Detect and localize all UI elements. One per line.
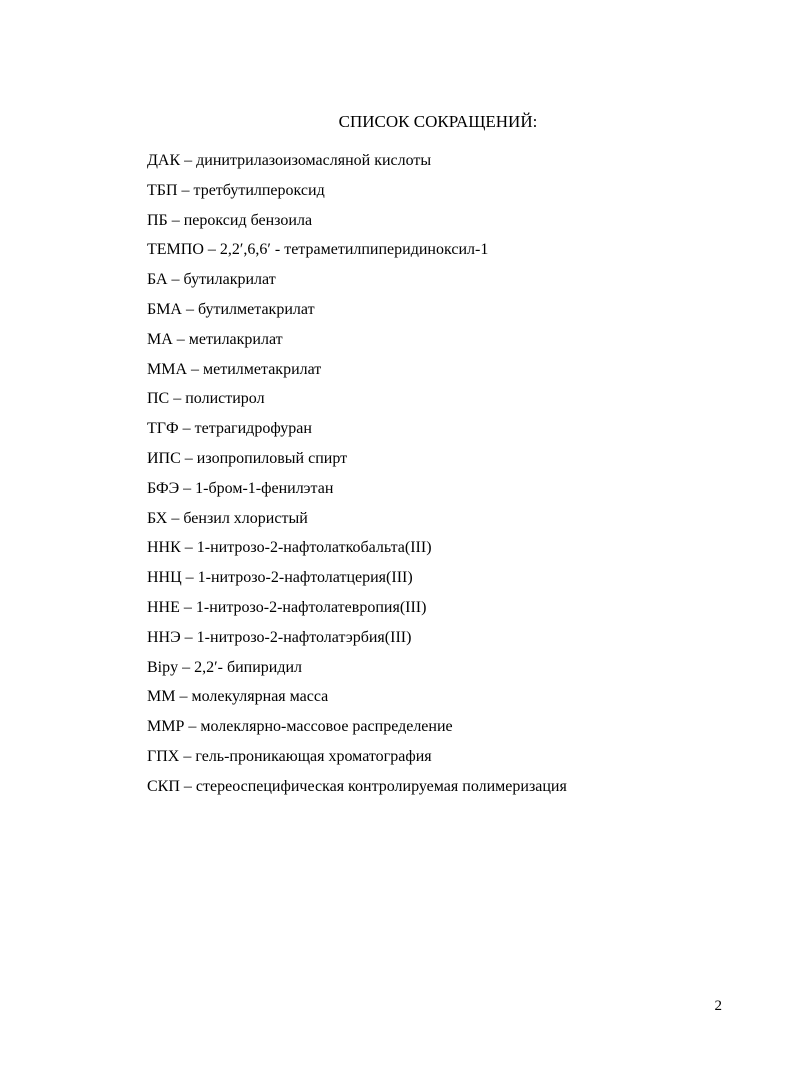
- list-item: ТЕМПО – 2,2′,6,6′ - тетраметилпиперидиноксил-1: [147, 241, 489, 259]
- list-item: ПС – полистирол: [147, 390, 265, 408]
- list-item: ММА – метилметакрилат: [147, 360, 322, 378]
- list-item: ММР – молеклярно-массовое распределение: [147, 718, 453, 736]
- list-item: СКП – стереоспецифическая контролируемая полимеризация: [147, 777, 567, 795]
- list-item: МА – метилакрилат: [147, 330, 283, 348]
- list-item: ДАК – динитрилазоизомасляной кислоты: [147, 152, 432, 169]
- list-item: ННЕ – 1-нитрозо-2-нафтолатевропия(III): [147, 598, 427, 616]
- list-item: ГПХ – гель-проникающая хроматография: [147, 747, 432, 765]
- page-number: 2: [714, 998, 722, 1014]
- list-item: ИПС – изопропиловый спирт: [147, 449, 348, 467]
- abbreviation-list: [147, 148, 567, 804]
- list-item: ННЦ – 1-нитрозо-2-нафтолатцерия(III): [147, 569, 413, 587]
- list-item: ТБП – третбутилпероксид: [147, 181, 325, 199]
- list-item: Bipy – 2,2′- бипиридил: [147, 658, 303, 676]
- list-item: ННК – 1-нитрозо-2-нафтолаткобальта(III): [147, 539, 432, 557]
- list-item: БХ – бензил хлористый: [147, 509, 308, 527]
- list-item: БМА – бутилметакрилат: [147, 300, 315, 318]
- list-item: ННЭ – 1-нитрозо-2-нафтолатэрбия(III): [147, 628, 412, 646]
- page-title: СПИСОК СОКРАЩЕНИЙ:: [338, 112, 538, 131]
- list-item: ПБ – пероксид бензоила: [147, 211, 313, 229]
- list-item: БФЭ – 1-бром-1-фенилэтан: [147, 479, 334, 497]
- list-item: БА – бутилакрилат: [147, 271, 276, 289]
- list-item: ММ – молекулярная масса: [147, 688, 329, 706]
- list-item: ТГФ – тетрагидрофуран: [147, 420, 312, 438]
